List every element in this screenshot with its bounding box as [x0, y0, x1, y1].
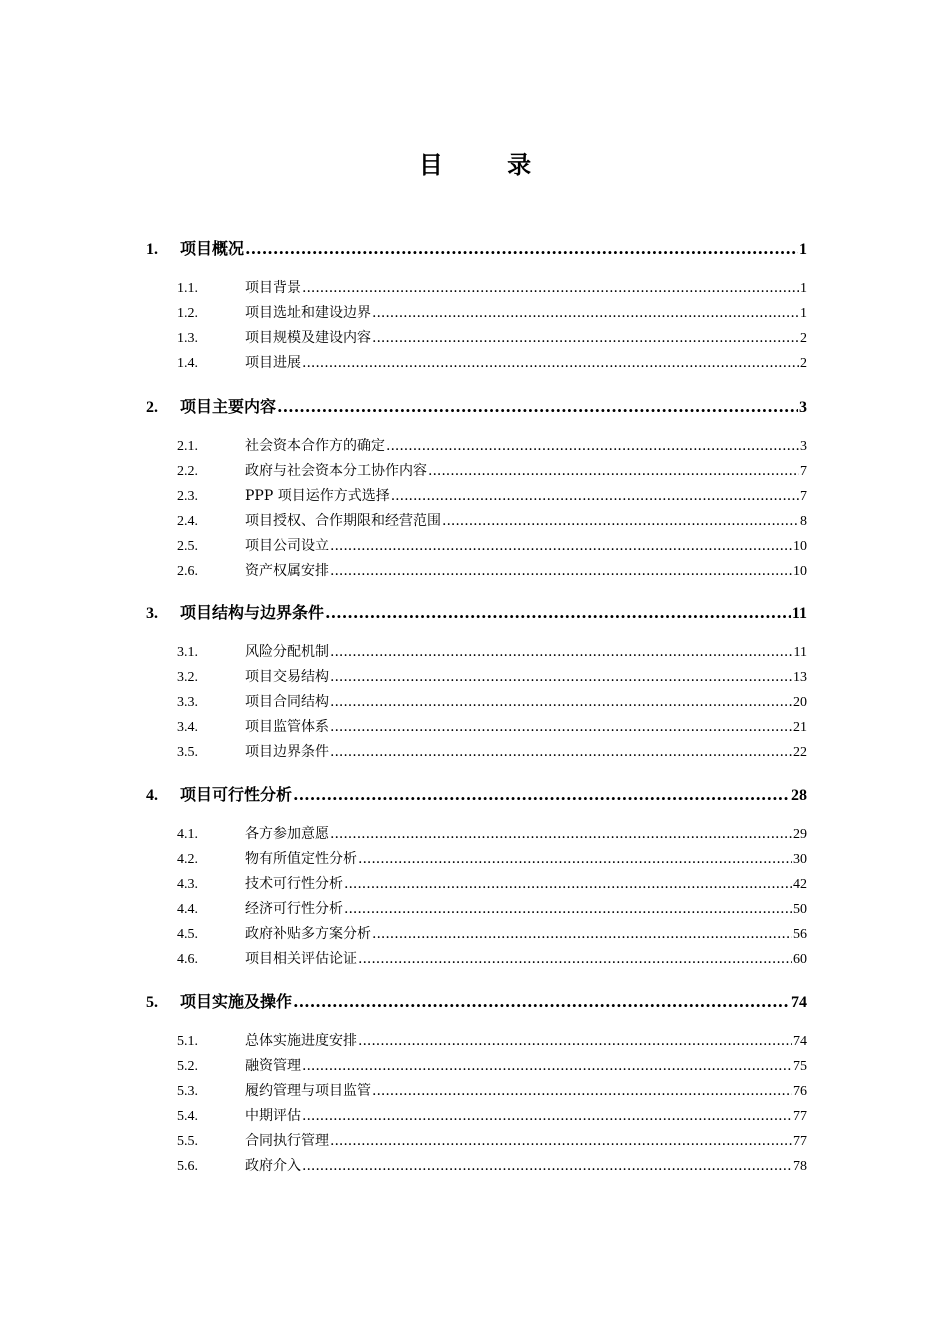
toc-dot-leader	[302, 280, 799, 296]
toc-section[interactable]	[177, 1105, 807, 1125]
toc-dot-leader	[302, 1158, 792, 1174]
toc-section[interactable]	[177, 1155, 807, 1175]
toc-dot-leader	[302, 355, 799, 371]
toc-number: 2.3.	[177, 489, 198, 504]
toc-dot-leader	[372, 926, 792, 942]
toc-label: 经济可行性分析	[245, 901, 343, 917]
toc-dot-leader	[330, 719, 792, 735]
toc-number: 1.4.	[177, 356, 198, 371]
toc-dot-leader	[293, 992, 790, 1011]
toc-dot-leader	[330, 744, 792, 760]
toc-page-number: 21	[793, 720, 807, 735]
toc-number: 4.6.	[177, 952, 198, 967]
toc-label: 项目选址和建设边界	[245, 305, 371, 321]
toc-label: 项目监管体系	[245, 719, 329, 735]
toc-page-number: 74	[793, 1034, 807, 1049]
toc-dot-leader	[277, 397, 798, 416]
toc-page-number: 29	[793, 827, 807, 842]
toc-label: 项目进展	[245, 355, 301, 371]
toc-dot-leader	[442, 513, 799, 529]
toc-page-number: 74	[791, 994, 807, 1011]
toc-page-number: 3	[800, 439, 807, 454]
toc-number: 2.4.	[177, 514, 198, 529]
toc-section[interactable]	[177, 948, 807, 968]
toc-dot-leader	[302, 1058, 792, 1074]
toc-number: 4.1.	[177, 827, 198, 842]
toc-page-number: 76	[793, 1084, 807, 1099]
toc-page-number: 13	[793, 670, 807, 685]
toc-page-number: 30	[793, 852, 807, 867]
toc-dot-leader	[391, 488, 799, 504]
toc-section[interactable]	[177, 352, 807, 372]
toc-page-number: 3	[799, 399, 807, 416]
toc-label: 社会资本合作方的确定	[245, 438, 385, 454]
toc-section[interactable]	[177, 510, 807, 530]
toc-dot-leader	[325, 603, 791, 622]
toc-page-number: 77	[793, 1134, 807, 1149]
toc-dot-leader	[245, 239, 798, 258]
toc-dot-leader	[330, 563, 792, 579]
toc-label: 资产权属安排	[245, 563, 329, 579]
toc-label: 项目结构与边界条件	[180, 603, 325, 622]
toc-section[interactable]	[177, 848, 807, 868]
toc-dot-leader	[358, 1033, 792, 1049]
toc-dot-leader	[330, 826, 792, 842]
toc-number: 2.	[146, 399, 158, 416]
toc-page-number: 20	[793, 695, 807, 710]
toc-section[interactable]	[177, 923, 807, 943]
toc-section[interactable]	[177, 277, 807, 297]
toc-chapter[interactable]	[146, 600, 807, 623]
toc-number: 3.5.	[177, 745, 198, 760]
toc-number: 3.3.	[177, 695, 198, 710]
toc-label: 政府与社会资本分工协作内容	[245, 463, 427, 479]
toc-number: 1.1.	[177, 281, 198, 296]
toc-label: 项目公司设立	[245, 538, 329, 554]
toc-page-number: 10	[793, 564, 807, 579]
toc-page-number: 78	[793, 1159, 807, 1174]
toc-page-number: 77	[793, 1109, 807, 1124]
toc-page-number: 28	[791, 787, 807, 804]
toc-section[interactable]	[177, 560, 807, 580]
toc-label: 物有所值定性分析	[245, 851, 357, 867]
toc-number: 4.5.	[177, 927, 198, 942]
toc-page-number: 75	[793, 1059, 807, 1074]
toc-section[interactable]	[177, 641, 807, 661]
toc-number: 4.3.	[177, 877, 198, 892]
toc-label: 中期评估	[245, 1108, 301, 1124]
toc-dot-leader	[344, 876, 792, 892]
toc-number: 1.2.	[177, 306, 198, 321]
toc-page-number: 7	[800, 489, 807, 504]
toc-label: 项目边界条件	[245, 744, 329, 760]
toc-section[interactable]	[177, 1130, 807, 1150]
toc-dot-leader	[358, 851, 792, 867]
toc-label: 风险分配机制	[245, 644, 329, 660]
toc-label: 项目规模及建设内容	[245, 330, 371, 346]
toc-label: 技术可行性分析	[245, 876, 343, 892]
toc-label: 项目交易结构	[245, 669, 329, 685]
toc-number: 2.5.	[177, 539, 198, 554]
toc-section[interactable]	[177, 823, 807, 843]
toc-dot-leader	[428, 463, 799, 479]
toc-label: 项目相关评估论证	[245, 951, 357, 967]
toc-dot-leader	[386, 438, 799, 454]
toc-page-number: 11	[791, 605, 807, 622]
toc-label: 各方参加意愿	[245, 826, 329, 842]
toc-dot-leader	[372, 305, 799, 321]
toc-page-number: 2	[800, 331, 807, 346]
toc-number: 5.	[146, 994, 158, 1011]
toc-number: 1.	[146, 241, 158, 258]
toc-section[interactable]	[177, 1080, 807, 1100]
toc-dot-leader	[330, 644, 793, 660]
toc-chapter[interactable]	[146, 394, 807, 417]
toc-dot-leader	[330, 1133, 792, 1149]
toc-number: 3.4.	[177, 720, 198, 735]
toc-page-number: 22	[793, 745, 807, 760]
toc-chapter[interactable]	[146, 782, 807, 805]
toc-dot-leader	[344, 901, 792, 917]
toc-section[interactable]	[177, 716, 807, 736]
toc-section[interactable]	[177, 302, 807, 322]
toc-label: 政府补贴多方案分析	[245, 926, 371, 942]
toc-section[interactable]	[177, 460, 807, 480]
toc-number: 5.1.	[177, 1034, 198, 1049]
toc-section[interactable]	[177, 741, 807, 761]
toc-label: 项目实施及操作	[180, 992, 293, 1011]
toc-number: 5.2.	[177, 1059, 198, 1074]
toc-page-number: 7	[800, 464, 807, 479]
toc-dot-leader	[302, 1108, 792, 1124]
toc-section[interactable]	[177, 898, 807, 918]
toc-label: 项目合同结构	[245, 694, 329, 710]
toc-dot-leader	[372, 330, 799, 346]
toc-number: 2.1.	[177, 439, 198, 454]
toc-label: 履约管理与项目监管	[245, 1083, 371, 1099]
toc-page-number: 1	[800, 306, 807, 321]
toc-section[interactable]	[177, 435, 807, 455]
page-title: 目 录	[418, 150, 560, 179]
toc-section[interactable]	[177, 873, 807, 893]
toc-label: 政府介入	[245, 1158, 301, 1174]
toc-number: 4.2.	[177, 852, 198, 867]
toc-section[interactable]	[177, 666, 807, 686]
toc-number: 2.2.	[177, 464, 198, 479]
toc-number: 3.1.	[177, 645, 198, 660]
toc-page-number: 10	[793, 539, 807, 554]
toc-dot-leader	[330, 669, 792, 685]
toc-chapter[interactable]	[146, 236, 807, 259]
toc-dot-leader	[330, 694, 792, 710]
toc-page-number: 56	[793, 927, 807, 942]
toc-number: 2.6.	[177, 564, 198, 579]
toc-number: 4.4.	[177, 902, 198, 917]
toc-label: 项目背景	[245, 280, 301, 296]
toc-number: 5.4.	[177, 1109, 198, 1124]
toc-section[interactable]	[177, 535, 807, 555]
toc-page-number: 50	[793, 902, 807, 917]
toc-number: 4.	[146, 787, 158, 804]
toc-dot-leader	[330, 538, 792, 554]
toc-chapter[interactable]	[146, 989, 807, 1012]
toc-label: 项目可行性分析	[180, 785, 293, 804]
toc-number: 5.3.	[177, 1084, 198, 1099]
toc-label: 总体实施进度安排	[245, 1033, 357, 1049]
toc-label: 合同执行管理	[245, 1133, 329, 1149]
toc-page-number: 60	[793, 952, 807, 967]
toc-section[interactable]	[177, 327, 807, 347]
toc-label: 融资管理	[245, 1058, 301, 1074]
toc-number: 1.3.	[177, 331, 198, 346]
toc-label: PPP 项目运作方式选择	[245, 488, 390, 504]
toc-page-number: 8	[800, 514, 807, 529]
toc-section[interactable]	[177, 485, 807, 505]
toc-number: 5.6.	[177, 1159, 198, 1174]
toc-dot-leader	[372, 1083, 792, 1099]
toc-section[interactable]	[177, 1030, 807, 1050]
toc-number: 3.	[146, 605, 158, 622]
toc-label: 项目主要内容	[180, 397, 277, 416]
toc-label: 项目概况	[180, 239, 245, 258]
toc-section[interactable]	[177, 1055, 807, 1075]
toc-page-number: 2	[800, 356, 807, 371]
toc-number: 3.2.	[177, 670, 198, 685]
toc-page-number: 42	[793, 877, 807, 892]
toc-page-number: 11	[793, 645, 807, 660]
toc-label: 项目授权、合作期限和经营范围	[245, 513, 441, 529]
toc-page-number: 1	[800, 281, 807, 296]
toc-section[interactable]	[177, 691, 807, 711]
toc-dot-leader	[293, 785, 790, 804]
toc-page-number: 1	[799, 241, 807, 258]
toc-dot-leader	[358, 951, 792, 967]
toc-number: 5.5.	[177, 1134, 198, 1149]
